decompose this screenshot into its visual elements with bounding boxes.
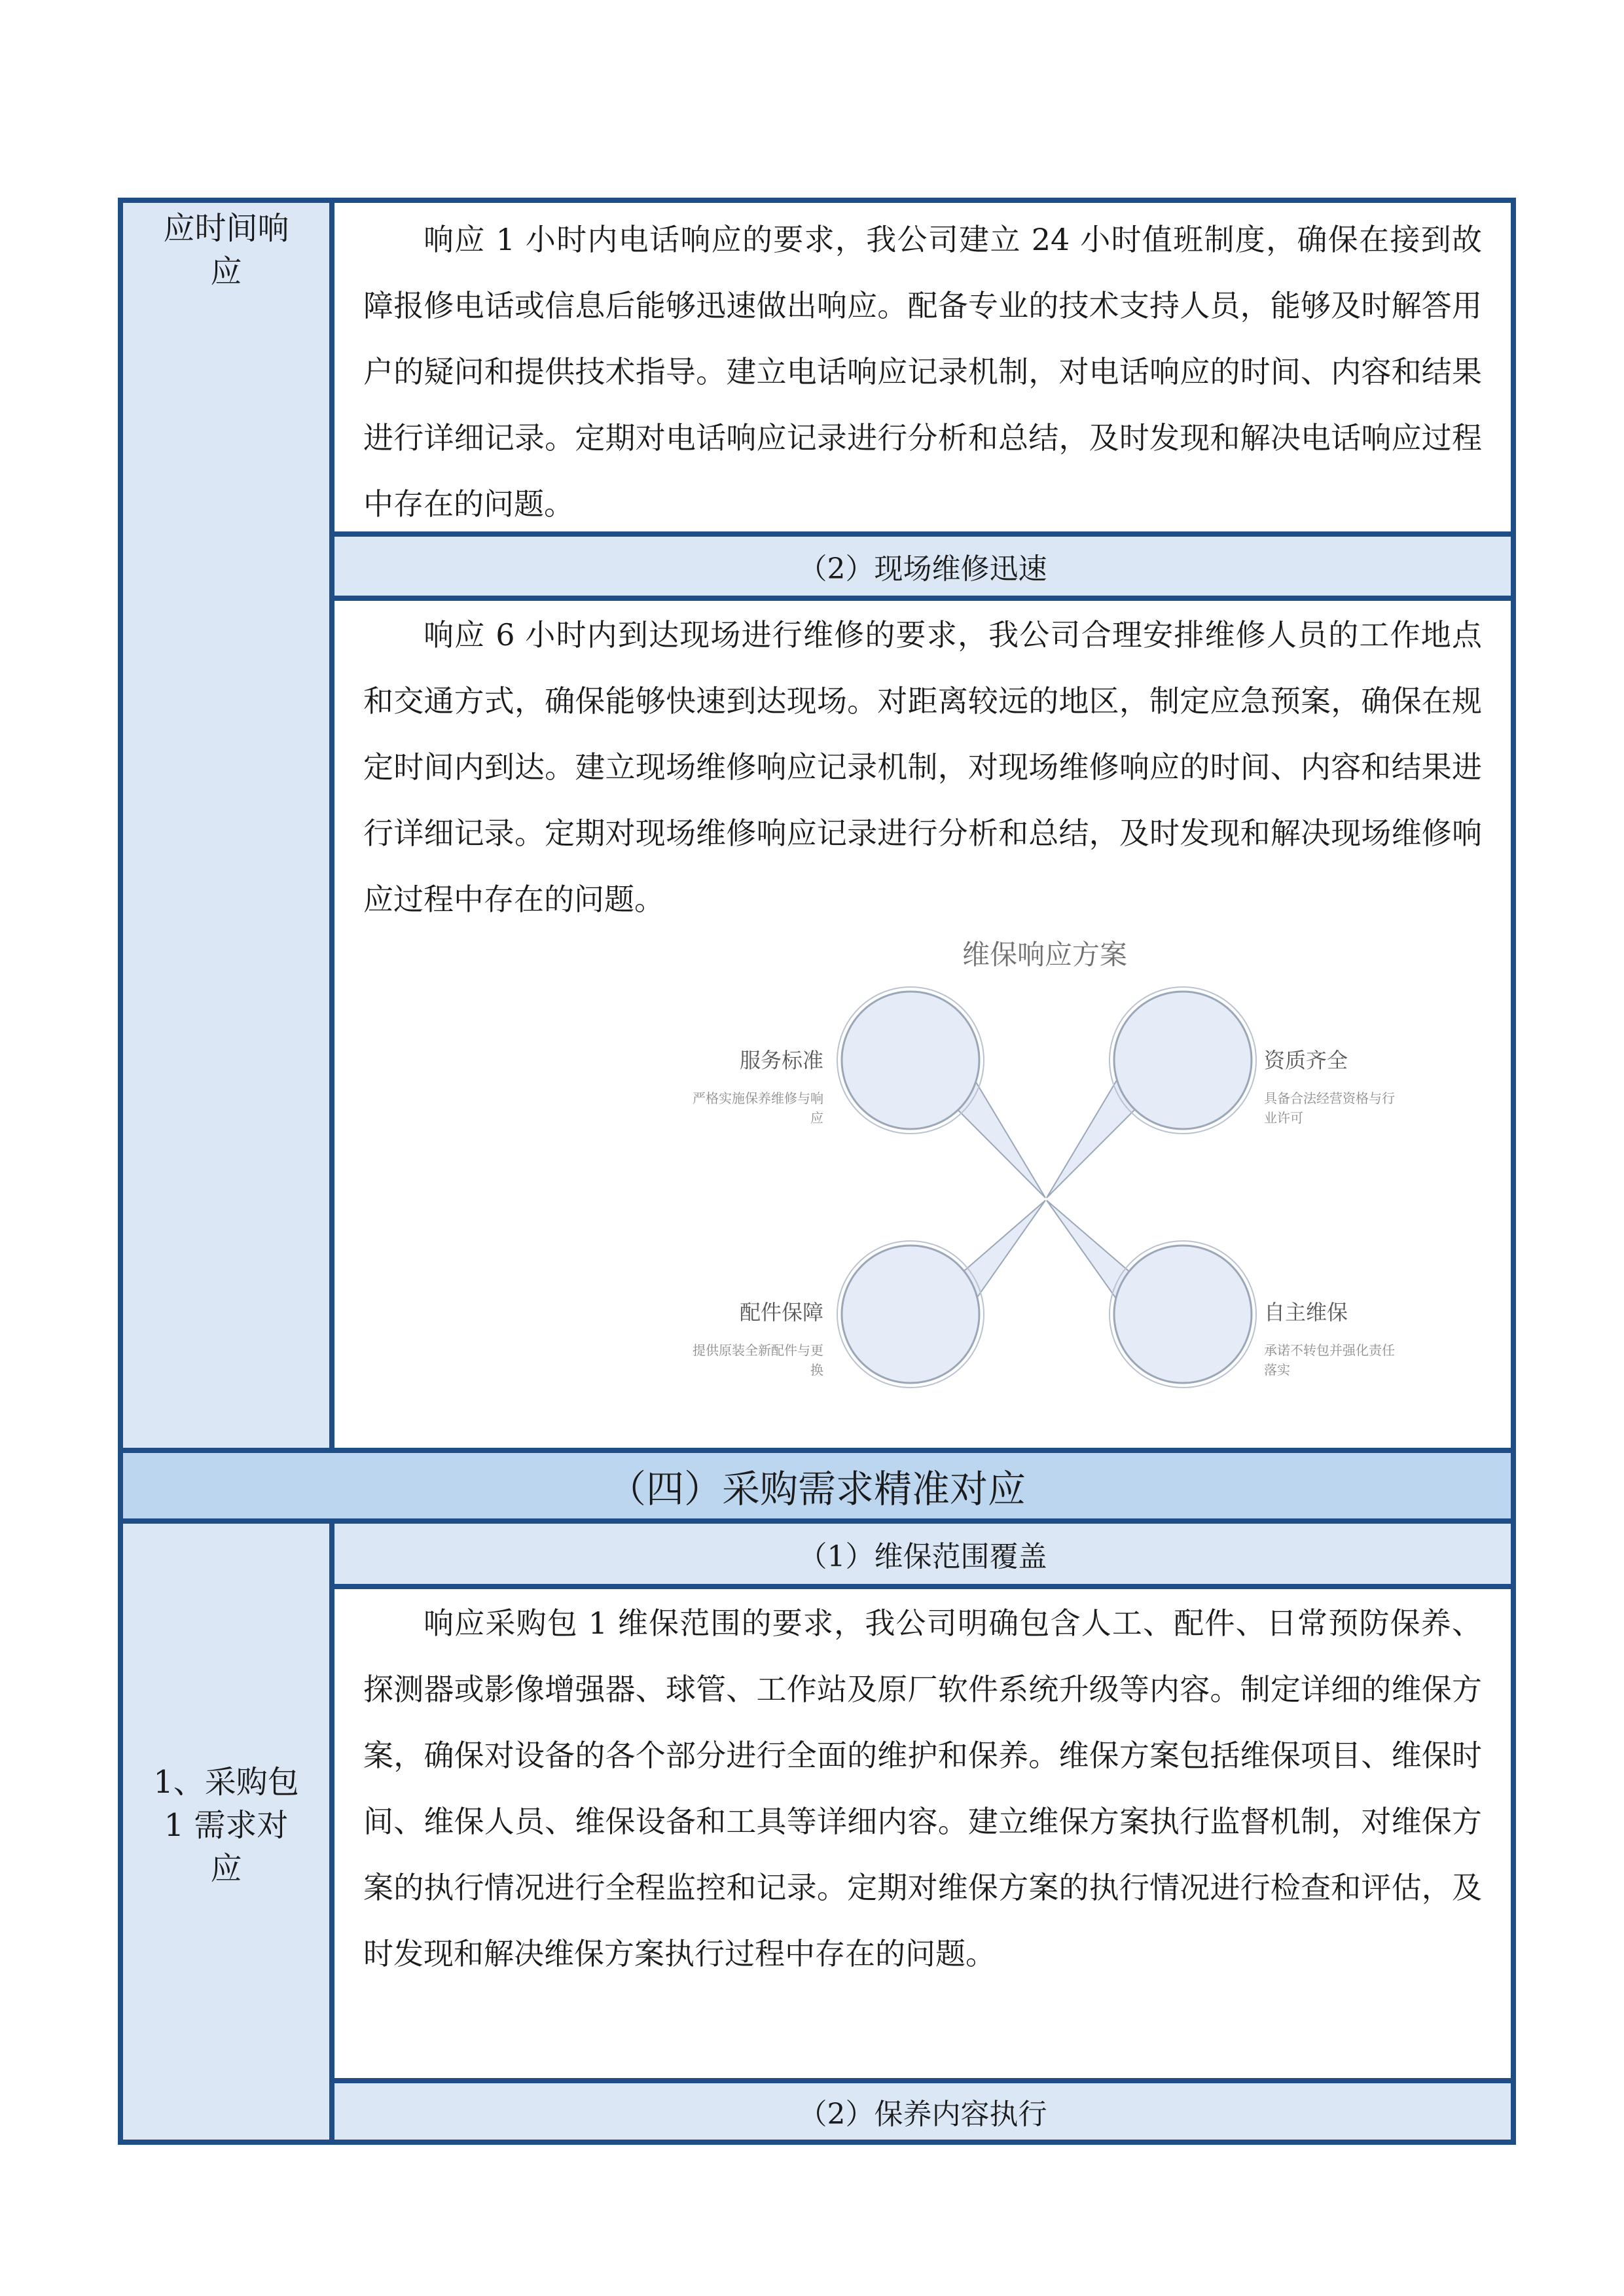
item-desc2-service-standard: 应 (810, 1110, 823, 1126)
item-title-self-maintenance: 自主维保 (1264, 1300, 1348, 1325)
onsite-repair-cell (334, 601, 1511, 1448)
diagram-title: 维保响应方案 (962, 939, 1128, 971)
left-label-response-time: 应时间响 应 (163, 210, 289, 290)
item-desc1-parts-guarantee: 提供原装全新配件与更 (693, 1342, 823, 1358)
section-4-heading: （四）采购需求精准对应 (123, 1453, 1511, 1518)
column-divider-lower (329, 1518, 334, 2140)
maintenance-response-diagram (334, 601, 1511, 1448)
item-desc1-qualification: 具备合法经营资格与行 (1264, 1090, 1395, 1106)
petal-parts-guarantee (837, 1200, 1045, 1388)
row-divider-5 (334, 1584, 1511, 1589)
item-desc2-self-maintenance: 落实 (1264, 1362, 1290, 1378)
item-desc1-service-standard: 严格实施保养维修与响 (693, 1090, 823, 1106)
left-cell-package-1 (123, 1524, 329, 2140)
onsite-repair-paragraph: 响应 6 小时内到达现场进行维修的要求，我公司合理安排维修人员的工作地点和交通方式，确保能够快速到达现场。对距离较远的地区，制定应急预案，确保在规定时间内到达。建立现场维修响应记录机制，对现场维修响应的时间、内容和结果进行详细记录。定期对现场维修响应记录进行分析和总结，及时发现和解决现场维修响应过程中存在的问题。 (363, 617, 1482, 917)
item-desc1-self-maintenance: 承诺不转包并强化责任 (1264, 1342, 1395, 1358)
item-desc2-parts-guarantee: 换 (810, 1362, 823, 1378)
scope-coverage-subheading: （1）维保范围覆盖 (334, 1524, 1511, 1584)
column-divider-upper (329, 203, 334, 1453)
row-divider-3 (123, 1448, 1511, 1453)
scope-coverage-cell (334, 1589, 1511, 2078)
phone-response-cell (334, 203, 1511, 531)
left-label-package-1: 1、采购包 1 需求对 应 (153, 1763, 299, 1887)
scope-coverage-paragraph: 响应采购包 1 维保范围的要求，我公司明确包含人工、配件、日常预防保养、探测器或影像增强器、球管、工作站及原厂软件系统升级等内容。制定详细的维保方案，确保对设备的各个部分进行全面的维护和保养。维保方案包括维保项目、维保时间、维保人员、维保设备和工具等详细内容。建立维保方案执行监督机制，对维保方案的执行情况进行全程监控和记录。定期对维保方案的执行情况进行检查和评估，及时发现和解决维保方案执行过程中存在的问题。 (363, 1605, 1482, 1971)
item-title-parts-guarantee: 配件保障 (739, 1300, 823, 1325)
petal-qualification (1047, 987, 1256, 1198)
row-divider-2 (334, 596, 1511, 601)
maintenance-content-subheading: （2）保养内容执行 (334, 2083, 1511, 2140)
response-table (118, 198, 1516, 2145)
phone-response-paragraph: 响应 1 小时内电话响应的要求，我公司建立 24 小时值班制度，确保在接到故障报修电话或信息后能够迅速做出响应。配备专业的技术支持人员，能够及时解答用户的疑问和提供技术指导。建立电话响应记录机制，对电话响应的时间、内容和结果进行详细记录。定期对电话响应记录进行分析和总结，及时发现和解决电话响应过程中存在的问题。 (363, 222, 1482, 522)
left-cell-response-time (123, 203, 329, 1448)
item-title-qualification: 资质齐全 (1264, 1048, 1348, 1073)
petal-self-maintenance (1047, 1200, 1256, 1388)
row-divider-4 (123, 1518, 1511, 1524)
petal-service-standard (837, 987, 1045, 1198)
onsite-repair-subheading: （2）现场维修迅速 (334, 537, 1511, 596)
item-title-service-standard: 服务标准 (739, 1048, 823, 1073)
item-desc2-qualification: 业许可 (1264, 1110, 1303, 1126)
row-divider-1 (334, 531, 1511, 537)
row-divider-6 (334, 2078, 1511, 2083)
